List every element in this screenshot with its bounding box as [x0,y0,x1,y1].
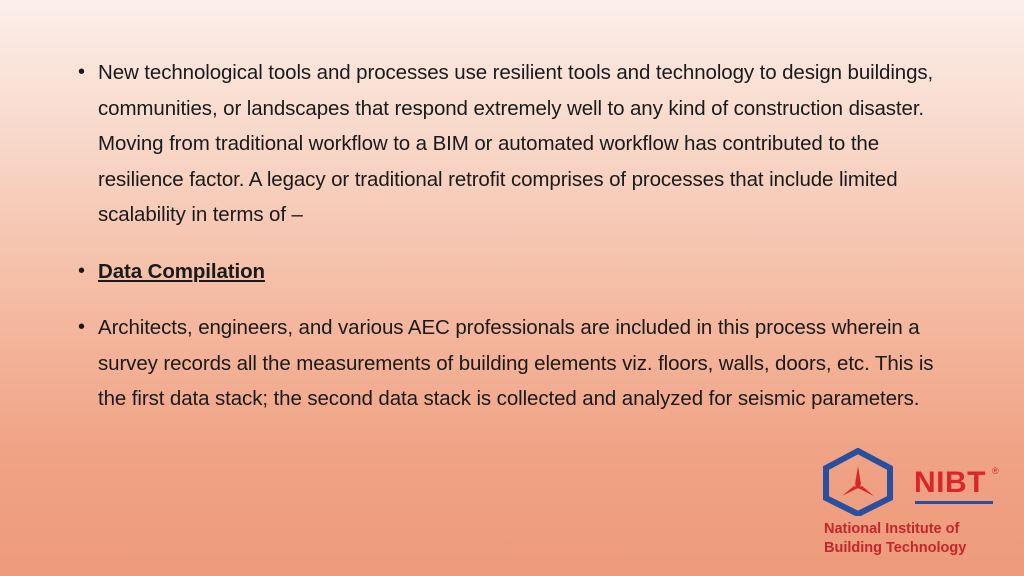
bullet-item-data-compilation [78,254,948,290]
registered-mark: ® [992,466,999,476]
logo-acronym: NIBT [914,466,986,499]
bullet-text: Architects, engineers, and various AEC professionals are included in this process wherein a survey records all the measurements of building elements viz. floors, walls, doors, etc. This is the first data stack; the second data stack is collected and analyzed for seismic parameters. [98,316,934,410]
bullet-dot: • [78,259,85,282]
nibt-emblem-icon [822,448,894,516]
logo-institute-name [824,520,966,558]
logo-name-line1: National Institute of [824,521,960,537]
bullet-list [78,55,948,438]
logo-underline [915,501,993,504]
bullet-dot: • [78,316,85,338]
bullet-text: New technological tools and processes use resilient tools and technology to design buildings, communities, or landscapes that respond extremely well to any kind of construction disaster. Moving from traditional workflow to a BIM or automated workflow has contributed to the resilience factor. A legacy or traditional retrofit comprises of processes that include limited scalability in terms of – [98,61,934,226]
bullet-item-intro [78,55,948,233]
bullet-dot: • [78,61,85,83]
nibt-logo [820,446,1000,564]
logo-name-line2: Building Technology [824,540,967,556]
bullet-heading-text: Data Compilation [98,259,265,283]
bullet-item-architects [78,310,948,417]
